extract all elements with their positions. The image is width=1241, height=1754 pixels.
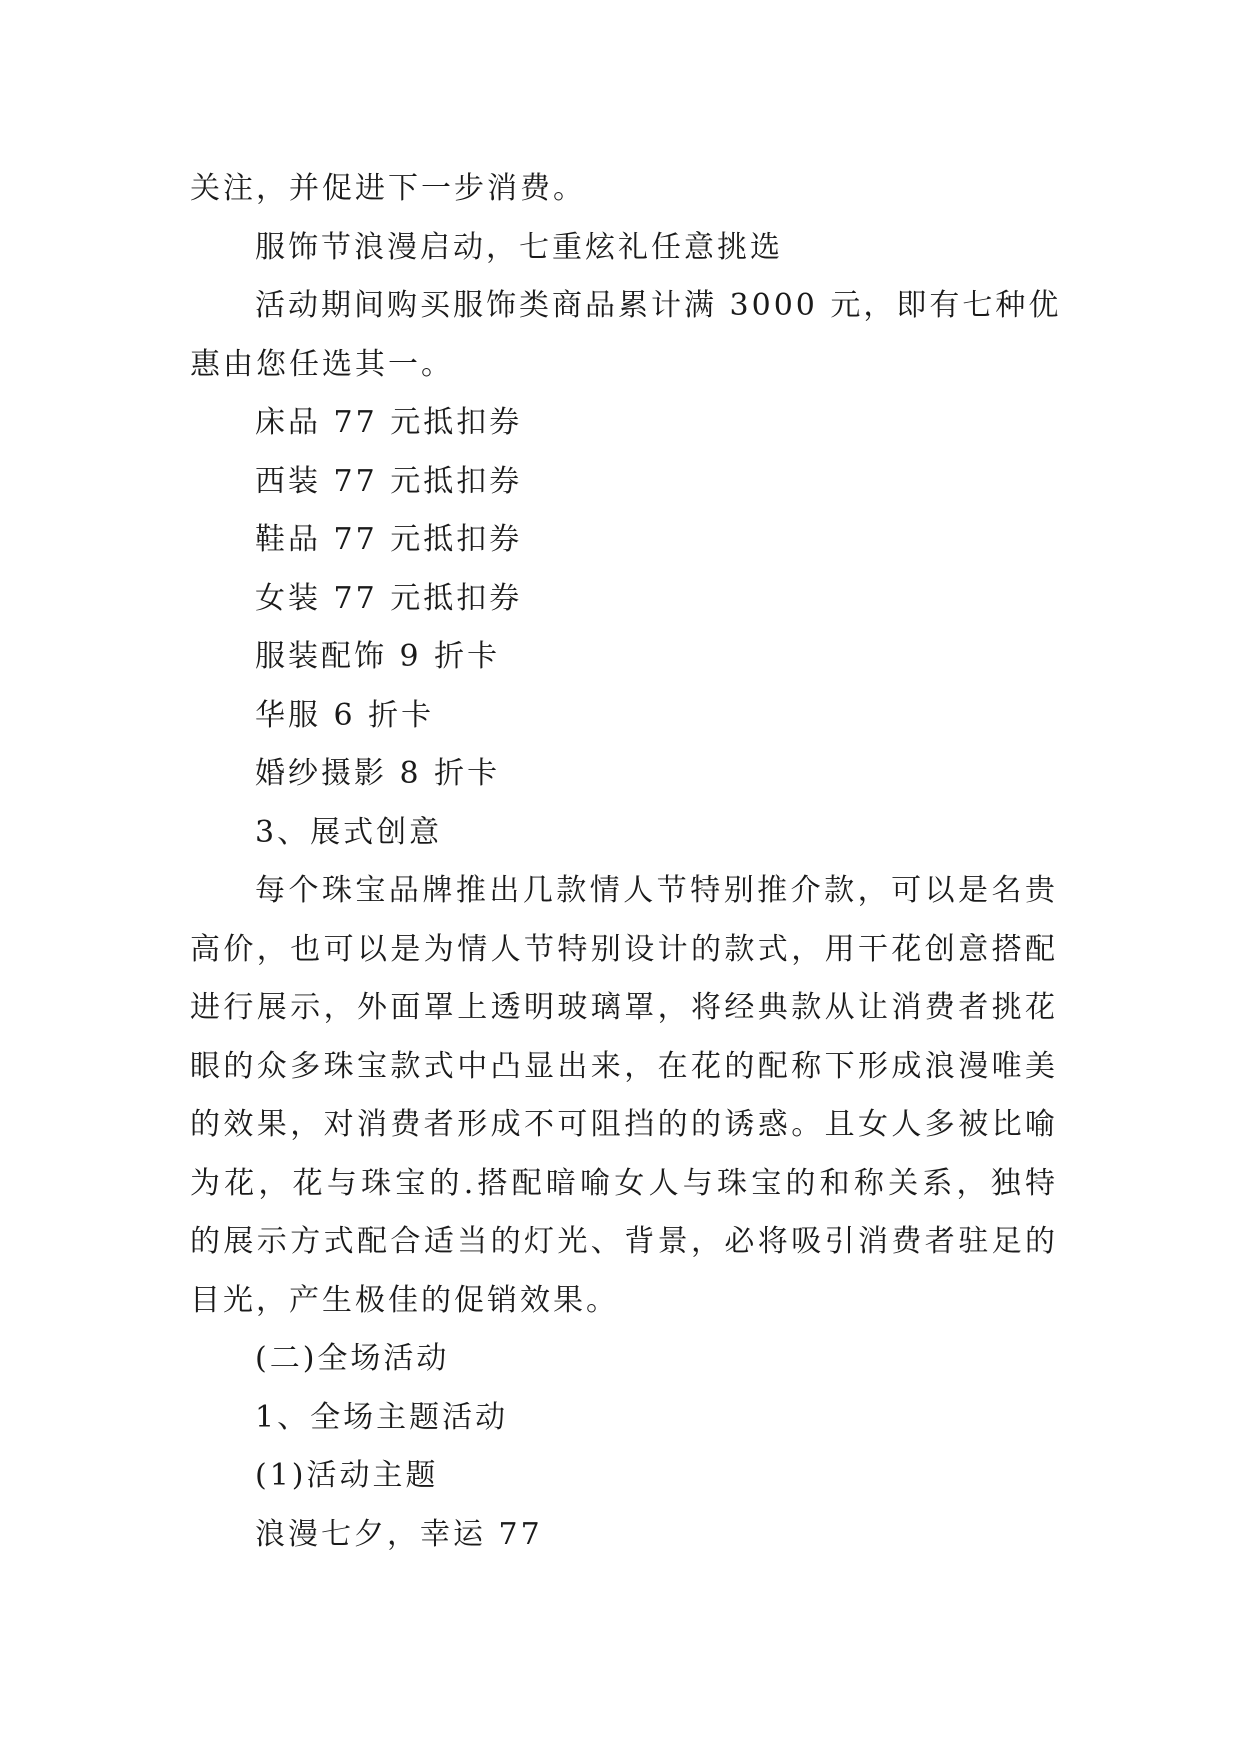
paragraph-line: 浪漫七夕，幸运 77 xyxy=(255,1516,543,1552)
paragraph-line: 活动期间购买服饰类商品累计满 3000 元，即有七种优 xyxy=(255,288,1062,323)
list-item: 床品 77 元抵扣券 xyxy=(255,405,523,440)
paragraph-line: 每个珠宝品牌推出几款情人节特别推介款，可以是名贵 xyxy=(255,873,1058,908)
paragraph-line: 服饰节浪漫启动，七重炫礼任意挑选 xyxy=(255,229,783,265)
list-item: 西装 77 元抵扣券 xyxy=(255,463,523,499)
paragraph-line: 高价，也可以是为情人节特别设计的款式，用干花创意搭配 xyxy=(190,931,1058,967)
section-heading: (1)活动主题 xyxy=(255,1458,439,1493)
paragraph-line: 的展示方式配合适当的灯光、背景，必将吸引消费者驻足的 xyxy=(190,1224,1058,1259)
paragraph-line: 目光，产生极佳的促销效果。 xyxy=(190,1282,619,1318)
paragraph-line: 的效果，对消费者形成不可阻挡的的诱惑。且女人多被比喻 xyxy=(190,1107,1058,1142)
list-item: 女装 77 元抵扣券 xyxy=(255,580,523,616)
list-item: 婚纱摄影 8 折卡 xyxy=(255,756,501,791)
list-item: 鞋品 77 元抵扣券 xyxy=(255,522,523,557)
list-item: 服装配饰 9 折卡 xyxy=(255,639,501,674)
section-heading: 1、全场主题活动 xyxy=(255,1399,509,1435)
paragraph-line: 为花，花与珠宝的.搭配暗喻女人与珠宝的和称关系，独特 xyxy=(190,1165,1058,1201)
section-heading: (二)全场活动 xyxy=(255,1341,450,1376)
paragraph-line: 关注，并促进下一步消费。 xyxy=(190,171,586,206)
paragraph-line: 眼的众多珠宝款式中凸显出来，在花的配称下形成浪漫唯美 xyxy=(190,1048,1058,1084)
list-item: 华服 6 折卡 xyxy=(255,697,435,733)
paragraph-line: 进行展示，外面罩上透明玻璃罩，将经典款从让消费者挑花 xyxy=(190,990,1058,1025)
paragraph-line: 惠由您任选其一。 xyxy=(190,346,454,382)
document-body xyxy=(190,160,1062,1564)
section-heading: 3、展式创意 xyxy=(255,814,443,850)
